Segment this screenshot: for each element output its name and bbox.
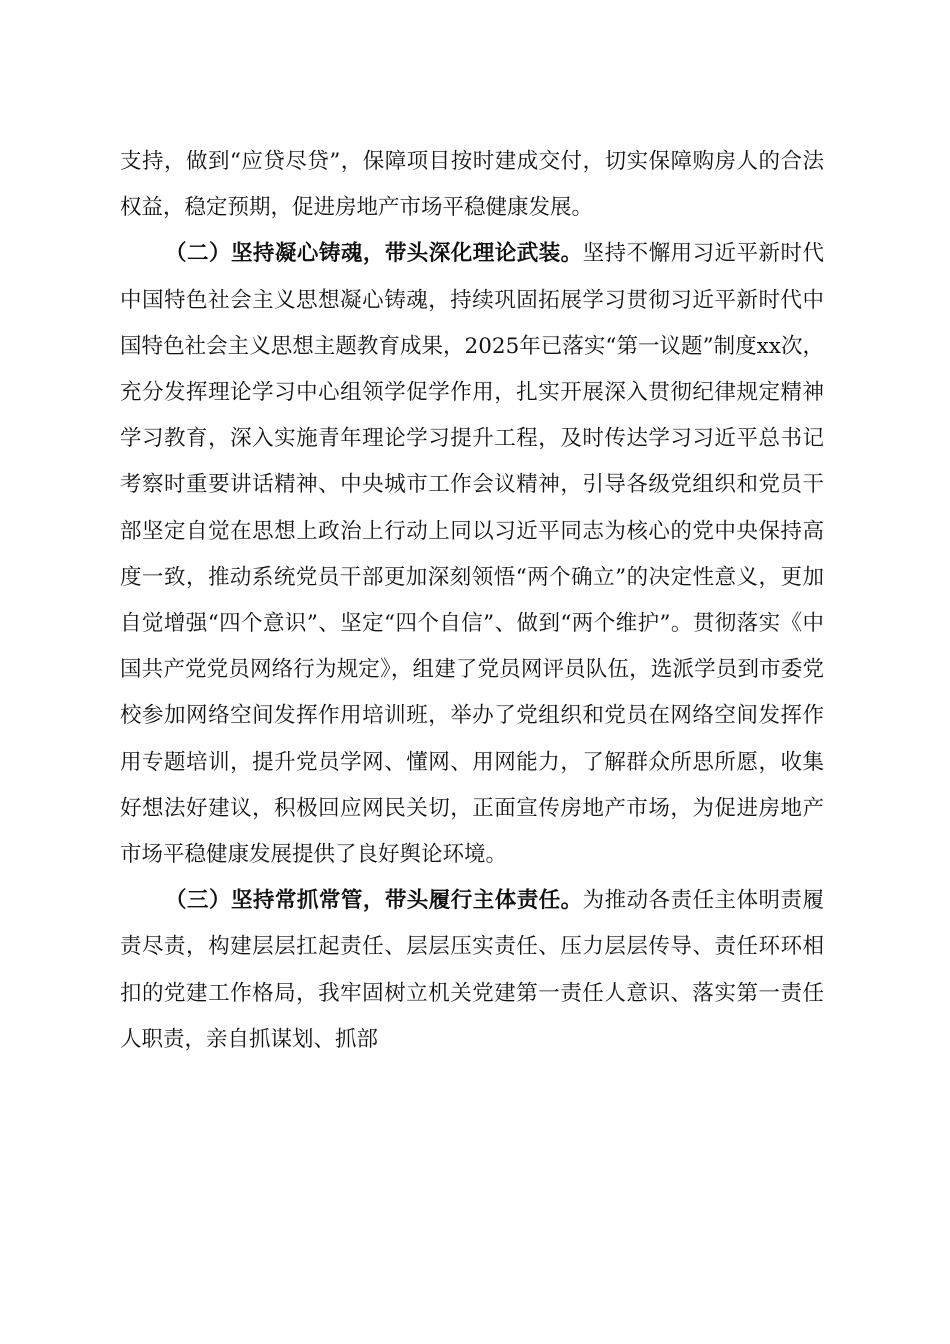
section-3-heading: （三）坚持常抓常管，带头履行主体责任。 <box>165 888 583 914</box>
paragraph-1-text: 支持，做到“应贷尽贷”，保障项目按时建成交付，切实保障购房人的合法权益，稳定预期，促进房地产市场平稳健康发展。 <box>120 149 824 221</box>
paragraph-section-2 <box>120 231 824 878</box>
paragraph-section-3 <box>120 878 824 1063</box>
document-body <box>120 139 824 1063</box>
section-3-text: 为推动各责任主体明责履责尽责，构建层层扛起责任、层层压实责任、压力层层传导、责任环环相扣的党建工作格局，我牢固树立机关党建第一责任人意识、落实第一责任人职责，亲自抓谋划、抓部 <box>120 888 824 1052</box>
section-2-text: 坚持不懈用习近平新时代中国特色社会主义思想凝心铸魂，持续巩固拓展学习贯彻习近平新时代中国特色社会主义思想主题教育成果，2025年已落实“第一议题”制度xx次，充分发挥理论学习中心组领学促学作用，扎实开展深入贯彻纪律规定精神学习教育，深入实施青年理论学习提升工程，及时传达学习习近平总书记考察时重要讲话精神、中央城市工作会议精神，引导各级党组织和党员干部坚定自觉在思想上政治上行动上同以习近平同志为核心的党中央保持高度一致，推动系统党员干部更加深刻领悟“两个确立”的决定性意义，更加自觉增强“四个意识”、坚定“四个自信”、做到“两个维护”。贯彻落实《中国共产党党员网络行为规定》，组建了党员网评员队伍，选派学员到市委党校参加网络空间发挥作用培训班，举办了党组织和党员在网络空间发挥作用专题培训，提升党员学网、懂网、用网能力，了解群众所思所愿，收集好想法好建议，积极回应网民关切，正面宣传房地产市场，为促进房地产市场平稳健康发展提供了良好舆论环境。 <box>120 241 824 868</box>
section-2-heading: （二）坚持凝心铸魂，带头深化理论武装。 <box>165 241 583 267</box>
paragraph-continuation <box>120 139 824 231</box>
